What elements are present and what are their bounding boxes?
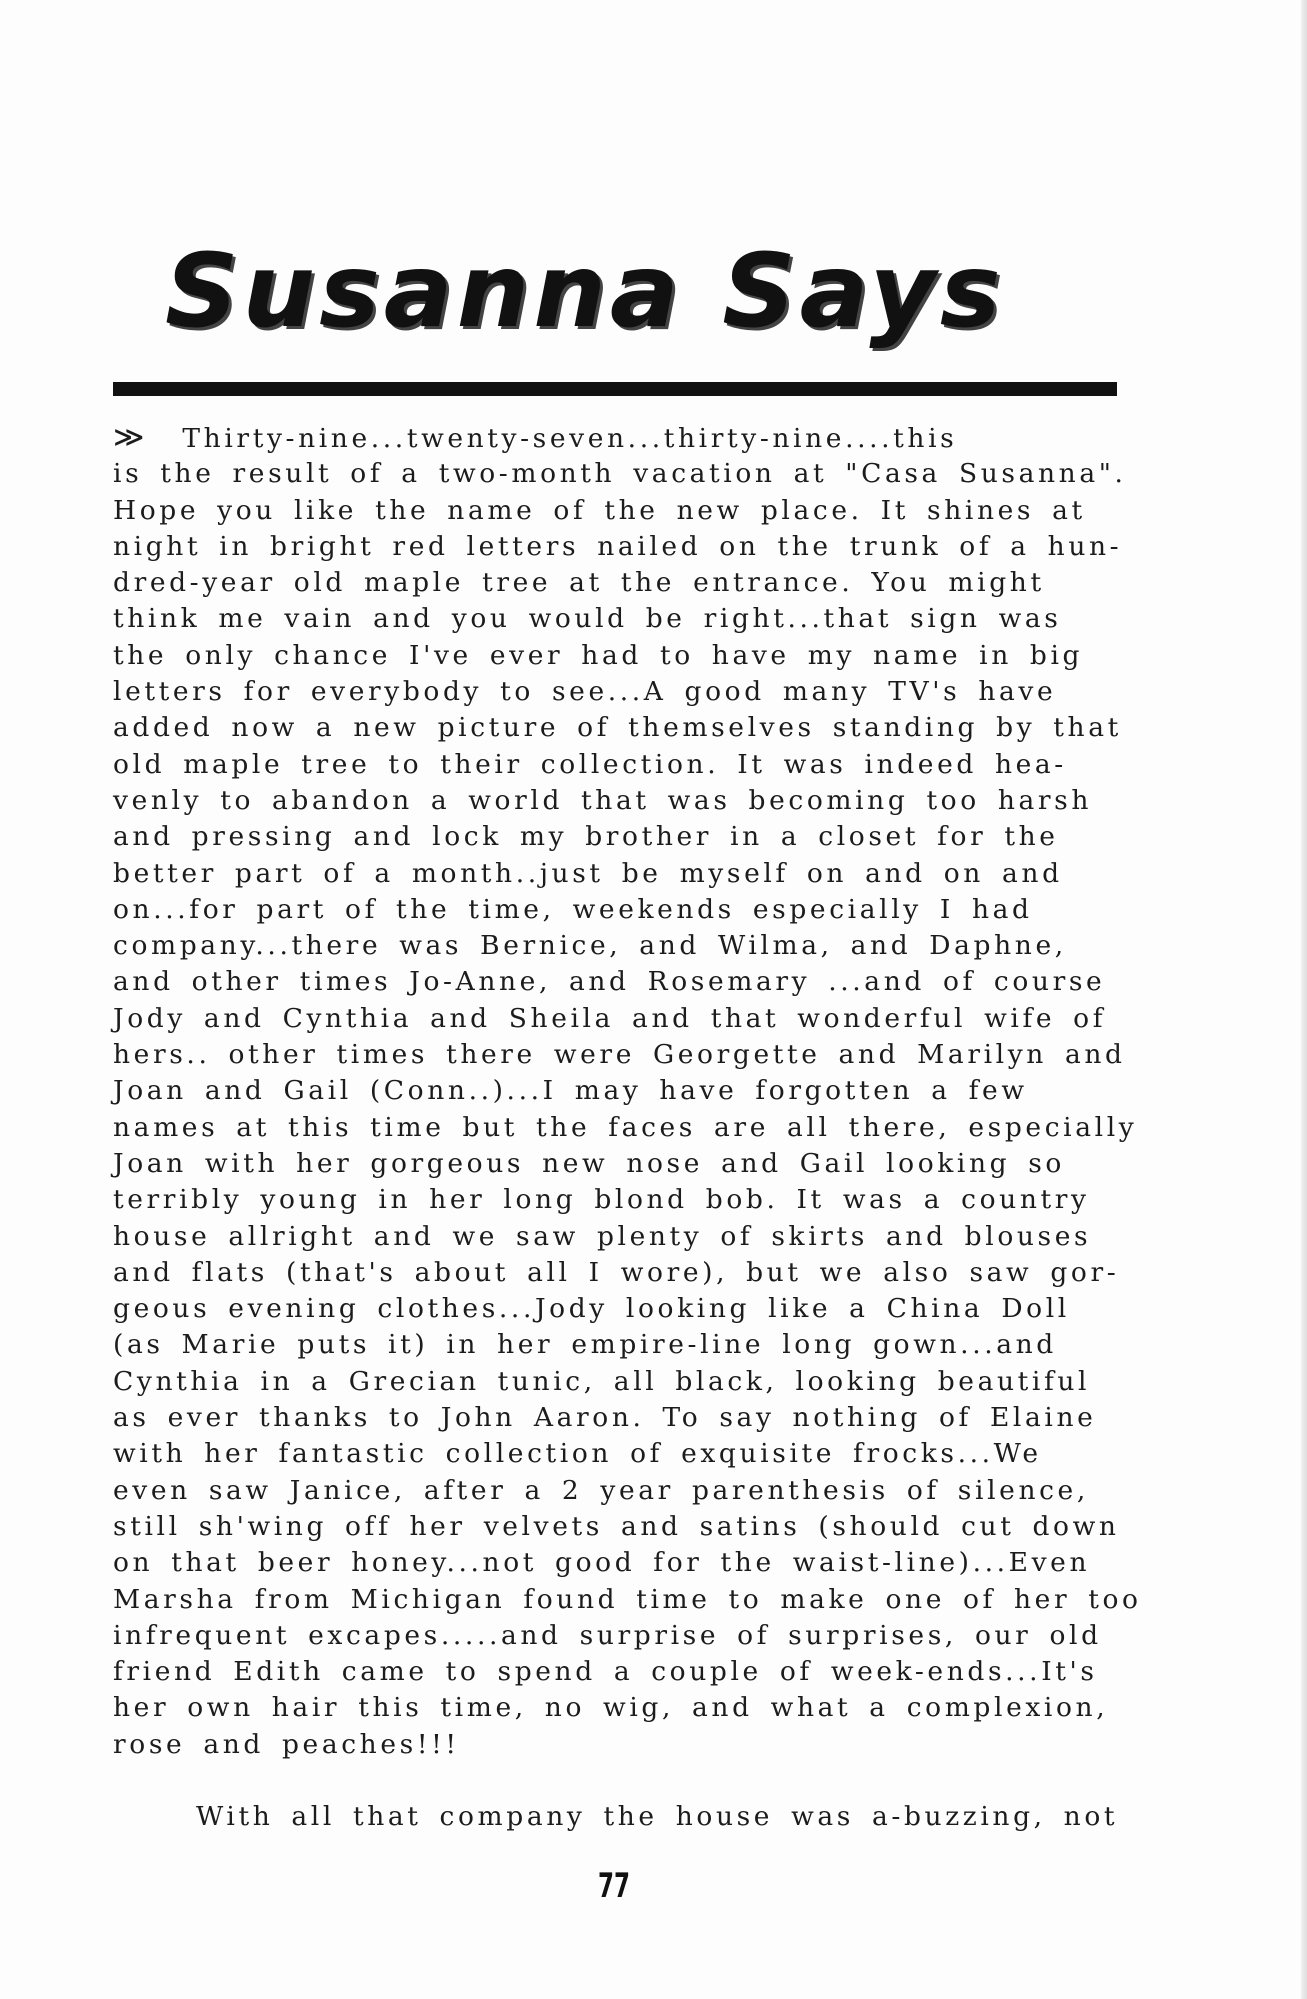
text-line: is the result of a two-month vacation at "Casa Susanna". [113, 458, 1127, 490]
text-line: Hope you like the name of the new place. It shines at [113, 494, 1086, 526]
text-line: infrequent excapes.....and surprise of surprises, our old [113, 1619, 1102, 1651]
text-line: and other times Jo-Anne, and Rosemary ...and of course [113, 966, 1106, 998]
text-line: with her fantastic collection of exquisite frocks...We [113, 1438, 1042, 1470]
text-line: dred-year old maple tree at the entrance. You might [113, 567, 1045, 599]
text-line: venly to abandon a world that was becoming too harsh [113, 784, 1093, 816]
text-line: letters for everybody to see...A good many TV's have [113, 676, 1057, 708]
page-edge-shadow [1301, 0, 1307, 1999]
column-heading: Susanna Says [165, 232, 1005, 351]
text-line: the only chance I've ever had to have my name in big [113, 639, 1084, 671]
text-line: and flats (that's about all I wore), but we also saw gor- [113, 1256, 1120, 1288]
text-line: Jody and Cynthia and Sheila and that wonderful wife of [113, 1002, 1107, 1034]
text-line: rose and peaches!!! [113, 1728, 460, 1760]
text-line: still sh'wing off her velvets and satins (should cut down [113, 1510, 1120, 1542]
paragraph-2: With all that company the house was a-buzzing, not [196, 1801, 1119, 1832]
text-line: terribly young in her long blond bob. It was a country [113, 1184, 1090, 1216]
text-line: her own hair this time, no wig, and what a complexion, [113, 1692, 1109, 1724]
paragraph-1 [113, 420, 1173, 1763]
double-arrow-icon: ≫ [113, 423, 139, 452]
text-line: Joan and Gail (Conn..)...I may have forgotten a few [113, 1075, 1028, 1107]
text-line: old maple tree to their collection. It was indeed hea- [113, 748, 1067, 780]
heading-rule [113, 382, 1117, 396]
text-line: hers.. other times there were Georgette and Marilyn and [113, 1039, 1126, 1071]
text-line: friend Edith came to spend a couple of week-ends...It's [113, 1656, 1098, 1688]
text-line: as ever thanks to John Aaron. To say nothing of Elaine [113, 1402, 1097, 1434]
text-line: think me vain and you would be right...that sign was [113, 603, 1062, 635]
text-line: and pressing and lock my brother in a closet for the [113, 821, 1059, 853]
text-line: geous evening clothes...Jody looking like a China Doll [113, 1293, 1070, 1325]
text-line: night in bright red letters nailed on the trunk of a hun- [113, 530, 1123, 562]
text-line: better part of a month..just be myself on and on and [113, 857, 1063, 889]
text-line: added now a new picture of themselves standing by that [113, 712, 1122, 744]
text-line: Joan with her gorgeous new nose and Gail looking so [113, 1147, 1065, 1179]
text-line: company...there was Bernice, and Wilma, and Daphne, [113, 930, 1067, 962]
text-line: house allright and we saw plenty of skirts and blouses [113, 1220, 1092, 1252]
text-line: (as Marie puts it) in her empire-line long gown...and [113, 1329, 1057, 1361]
text-line: names at this time but the faces are all there, especially [113, 1111, 1138, 1143]
text-line: on that beer honey...not good for the waist-line)...Even [113, 1547, 1091, 1579]
page-number: 77 [598, 1866, 630, 1906]
text-line: Cynthia in a Grecian tunic, all black, looking beautiful [113, 1365, 1091, 1397]
text-line: Marsha from Michigan found time to make one of her too [113, 1583, 1142, 1615]
text-line: ≫ Thirty-nine...twenty-seven...thirty-nine....this [113, 423, 958, 454]
text-line: on...for part of the time, weekends especially I had [113, 893, 1033, 925]
text-line: even saw Janice, after a 2 year parenthesis of silence, [113, 1474, 1089, 1506]
